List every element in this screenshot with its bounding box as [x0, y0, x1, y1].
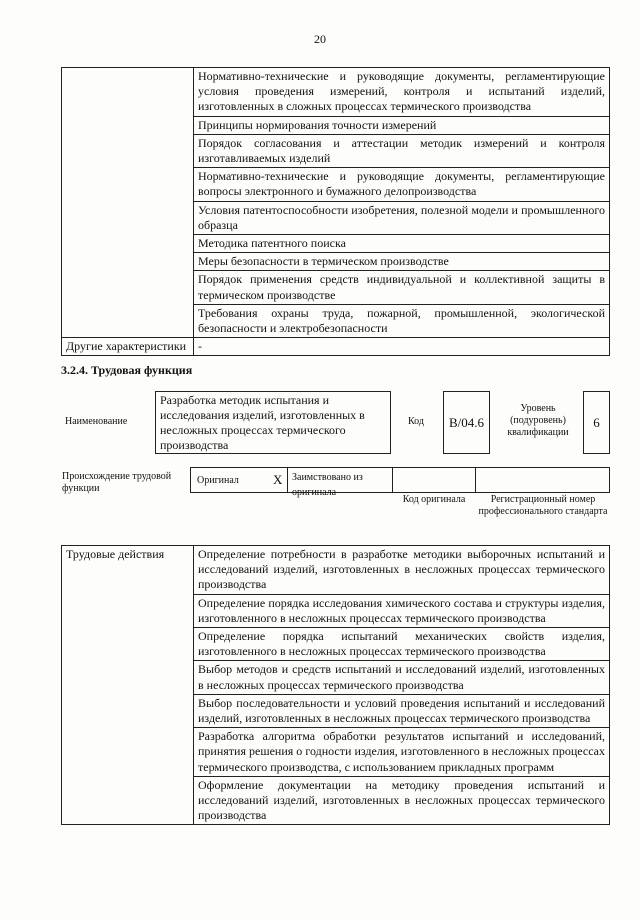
action-item: Выбор последовательности и условий проведения испытаний и исследований изделий, изготовленных в несложных процессах термического производства	[194, 694, 610, 727]
knowledge-item: Нормативно-технические и руководящие документы, регламентирующие вопросы электронного и бумажного делопроизводства	[194, 168, 610, 201]
action-item: Выбор методов и средств испытаний и исследований изделий, изготовленных в несложных процессах термического производства	[194, 661, 610, 694]
original-box	[190, 467, 288, 493]
name-label: Наименование	[65, 416, 128, 427]
table-row	[62, 546, 610, 595]
other-characteristics-label: Другие характеристики	[62, 338, 194, 356]
knowledge-item: Принципы нормирования точности измерений	[194, 116, 610, 134]
page-number: 20	[314, 32, 326, 46]
knowledge-item: Меры безопасности в термическом производстве	[194, 253, 610, 271]
knowledge-label-cell	[62, 68, 194, 338]
level-box	[583, 391, 610, 454]
section-heading: 3.2.4. Трудовая функция	[61, 363, 193, 377]
action-item: Определение порядка исследования химического состава и структуры изделия, изготовленного в несложных процессах термического производства	[194, 594, 610, 627]
knowledge-item: Требования охраны труда, пожарной, промышленной, экологической безопасности и электробезопасности	[194, 304, 610, 337]
actions-label: Трудовые действия	[62, 546, 194, 825]
level-label: Уровень (подуровень) квалификации	[507, 403, 569, 438]
action-item: Определение потребности в разработке методики выборочных испытаний и исследований изделий, изготовленных в несложных процессах термического производства	[194, 546, 610, 595]
other-characteristics-value: -	[194, 338, 610, 356]
knowledge-item: Нормативно-технические и руководящие документы, регламентирующие условия проведения измерений, контроля и испытаний изделий, изготовленных в сложных процессах термического производства	[194, 68, 610, 117]
original-label: Оригинал	[197, 475, 239, 486]
original-mark: X	[273, 472, 283, 487]
function-code-box	[443, 391, 490, 454]
registration-caption: Регистрационный номер профессионального стандарта	[478, 494, 608, 517]
function-name-value: Разработка методик испытания и исследования изделий, изготовленных в несложных процессах термического производства	[160, 393, 365, 452]
function-code-value: B/04.6	[448, 415, 485, 430]
table-row	[62, 68, 610, 117]
action-item: Определение порядка испытаний механических свойств изделия, изготовленного в несложных процессах термического производства	[194, 628, 610, 661]
function-name-box	[155, 391, 391, 454]
level-value: 6	[593, 415, 600, 430]
action-item: Оформление документации на методику проведения испытаний и исследований изделий, изготовленных в несложных процессах термического производства	[194, 776, 610, 825]
knowledge-item: Порядок применения средств индивидуальной и коллективной защиты в термическом производстве	[194, 271, 610, 304]
knowledge-item: Методика патентного поиска	[194, 235, 610, 253]
code-label: Код	[408, 416, 424, 427]
knowledge-table	[61, 67, 610, 356]
action-item: Разработка алгоритма обработки результатов испытаний и исследований, принятия решения о годности изделия, изготовленного в несложных процессах термического производства, с использованием прикладных программ	[194, 728, 610, 777]
knowledge-item: Порядок согласования и аттестации методик измерений и контроля изготавливаемых изделий	[194, 134, 610, 167]
origin-label: Происхождение трудовой функции	[62, 471, 172, 494]
actions-table	[61, 545, 610, 825]
borrowed-box	[287, 467, 393, 498]
knowledge-item: Условия патентоспособности изобретения, полезной модели и промышленного образца	[194, 201, 610, 234]
original-code-caption: Код оригинала	[402, 494, 466, 505]
registration-box	[475, 467, 610, 493]
table-row	[62, 338, 610, 356]
borrowed-label: Заимствовано из оригинала	[292, 472, 363, 498]
original-code-box	[392, 467, 476, 493]
